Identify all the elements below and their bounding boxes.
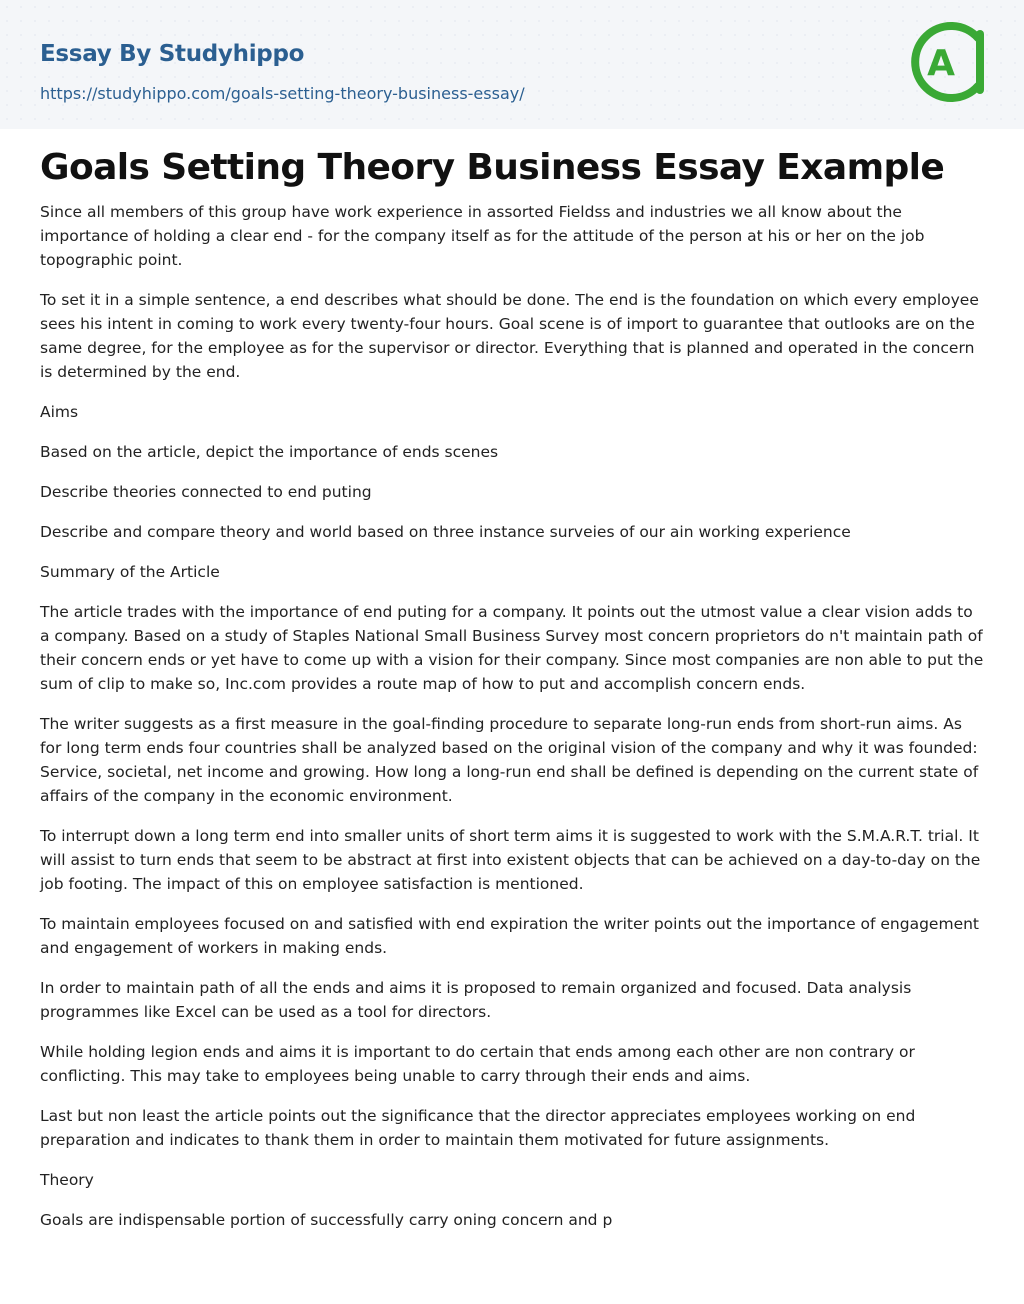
article-paragraph: In order to maintain path of all the ends and aims it is proposed to remain organized and focused. Data analysis programmes like Excel can be used as a tool for directors. — [40, 979, 912, 1021]
article-paragraph: Last but non least the article points out the significance that the director appreciates employees working on end preparation and indicates to thank them in order to maintain them motivated for future assignments. — [40, 1107, 916, 1149]
aim-item: Describe and compare theory and world based on three instance surveies of our ain working experience — [40, 523, 851, 541]
article-paragraph-truncated: Goals are indispensable portion of successfully carry oning concern and p — [40, 1211, 613, 1229]
article-paragraph: The writer suggests as a first measure in the goal-finding procedure to separate long-run ends from short-run aims. As for long term ends four countries shall be analyzed based on the original vision of the company and why it was founded: Service, societal, net income and growing. How long a long-run end shall be defined is depending on the current state of affairs of the company in the economic environment. — [40, 715, 979, 805]
article-paragraph: The article trades with the importance of end puting for a company. It points out the utmost value a clear vision adds to a company. Based on a study of Staples National Small Business Survey most concern proprietors do n't maintain path of their concern ends or yet have to come up with a vision for their company. Since most companies are non able to put the sum of clip to make so, Inc.com provides a route map of how to put and accomplish concern ends. — [40, 603, 984, 693]
svg-text:A: A — [927, 43, 955, 84]
section-heading-aims: Aims — [40, 403, 79, 421]
article-body — [40, 142, 984, 1248]
article-paragraph: While holding legion ends and aims it is important to do certain that ends among each other are non contrary or conflicting. This may take to employees being unable to carry through their ends and aims. — [40, 1043, 915, 1085]
header-banner — [0, 0, 1024, 129]
article-paragraph: To interrupt down a long term end into smaller units of short term aims it is suggested to work with the S.M.A.R.T. trial. It will assist to turn ends that seem to be abstract at first into existent objects that can be achieved on a day-to-day on the job footing. The impact of this on employee satisfaction is mentioned. — [40, 827, 981, 893]
studyhippo-logo-icon[interactable] — [910, 18, 988, 106]
section-heading-theory: Theory — [40, 1171, 94, 1189]
article-paragraph: Since all members of this group have work experience in assorted Fieldss and industries we all know about the importance of holding a clear end - for the company itself as for the attitude of the person at his or her on the job topographic point. — [40, 203, 925, 269]
article-paragraph: To maintain employees focused on and satisfied with end expiration the writer points out the importance of engagement and engagement of workers in making ends. — [40, 915, 980, 957]
section-heading-summary: Summary of the Article — [40, 563, 220, 581]
aim-item: Describe theories connected to end puting — [40, 483, 372, 501]
article-title: Goals Setting Theory Business Essay Example — [40, 147, 945, 188]
brand-title[interactable]: Essay By Studyhippo — [40, 41, 305, 67]
aim-item: Based on the article, depict the importance of ends scenes — [40, 443, 499, 461]
source-url-link[interactable]: https://studyhippo.com/goals-setting-theory-business-essay/ — [40, 84, 525, 103]
article-paragraph: To set it in a simple sentence, a end describes what should be done. The end is the foundation on which every employee sees his intent in coming to work every twenty-four hours. Goal scene is of import to guarantee that outlooks are on the same degree, for the employee as for the supervisor or director. Everything that is planned and operated in the concern is determined by the end. — [40, 291, 979, 381]
